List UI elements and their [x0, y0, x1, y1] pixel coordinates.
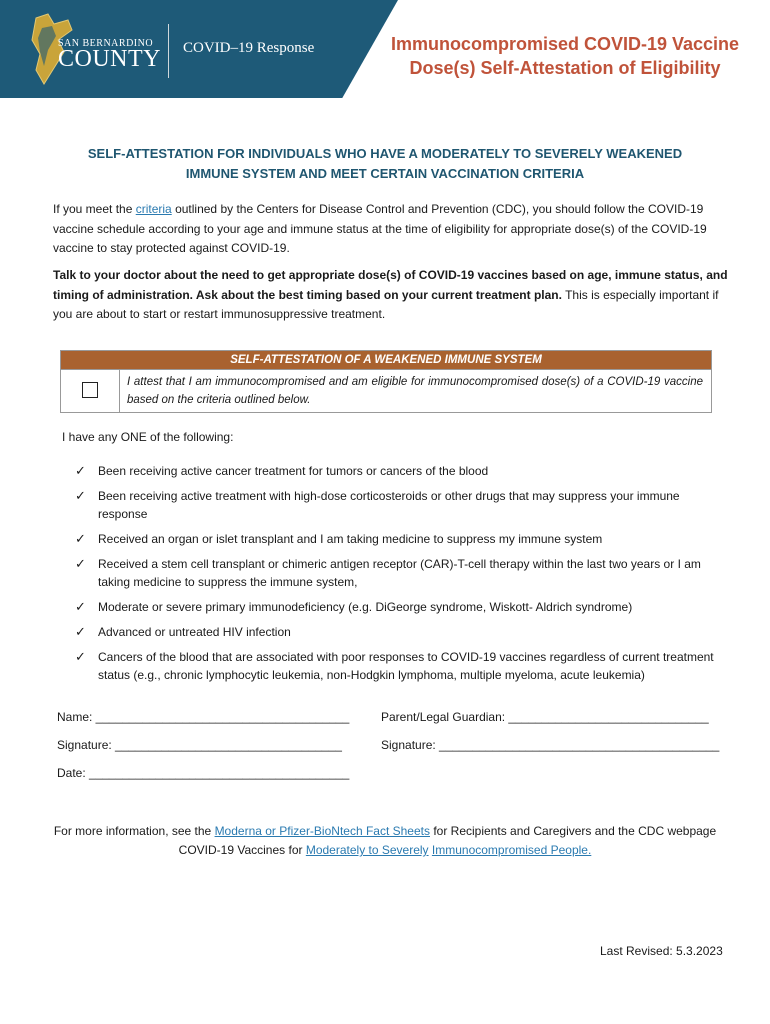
document-title: [385, 32, 745, 80]
check-icon: ✓: [75, 556, 86, 571]
signature-field[interactable]: Signature: __________________________________: [57, 738, 342, 752]
criteria-item: [75, 555, 725, 591]
logo-small-text: SAN BERNARDINO: [58, 38, 154, 49]
check-icon: ✓: [75, 531, 86, 546]
criteria-text: Received an organ or islet transplant and I am taking medicine to suppress my immune system: [98, 532, 603, 546]
attestation-statement: I attest that I am immunocompromised and am eligible for immunocompromised dose(s) of a COVID-19 vaccine based on the criteria outlined below.: [127, 376, 703, 406]
immunocompromised-link-part1[interactable]: Moderately to Severely: [305, 843, 429, 857]
logo-big-text: COUNTY: [58, 46, 161, 72]
more-info-text-2: for Recipients and Caregivers and the CDC webpage COVID-19 Vaccines for: [178, 824, 717, 857]
section-heading: [40, 144, 730, 184]
attestation-checkbox[interactable]: [82, 382, 98, 398]
advice-normal-text: This is especially important if you are about to start or restart immunosuppressive treatment.: [53, 287, 719, 321]
advice-paragraph: [53, 266, 733, 325]
criteria-text: Advanced or untreated HIV infection: [98, 625, 291, 639]
criteria-item: [75, 623, 725, 641]
page-header: [0, 0, 770, 102]
name-field[interactable]: Name: ______________________________________: [57, 710, 350, 724]
criteria-text: Cancers of the blood that are associated with poor responses to COVID-19 vaccines regardless of current treatment status (e.g., chronic lymphocytic leukemia, non-Hodgkin lymphoma, multiple myeloma, acute leukemia): [98, 650, 714, 682]
criteria-item: [75, 598, 725, 616]
criteria-link[interactable]: criteria: [135, 202, 172, 216]
criteria-text: Received a stem cell transplant or chimeric antigen receptor (CAR)-T-cell therapy within the last two years or I am taking medicine to suppress the immune system,: [98, 557, 701, 589]
intro-text-before: If you meet the: [53, 202, 136, 216]
title-line-1: Immunocompromised COVID-19 Vaccine: [390, 34, 740, 54]
check-icon: ✓: [75, 649, 86, 664]
criteria-item: [75, 648, 725, 684]
program-name: COVID–19 Response: [183, 40, 315, 56]
checkbox-cell: [61, 370, 120, 412]
attestation-heading: SELF-ATTESTATION OF A WEAKENED IMMUNE SYSTEM: [61, 351, 711, 370]
intro-text-after: outlined by the Centers for Disease Control and Prevention (CDC), you should follow the COVID-19 vaccine schedule according to your age and immune status at the time of eligibility for appropriate dose(s) of the COVID-19 vaccine to stay protected against COVID-19.: [53, 202, 707, 255]
check-icon: ✓: [75, 624, 86, 639]
more-info-text-1: For more information, see the: [53, 824, 215, 838]
check-icon: ✓: [75, 599, 86, 614]
fact-sheets-link[interactable]: Moderna or Pfizer-BioNtech Fact Sheets: [214, 824, 430, 838]
attestation-row: [61, 370, 711, 412]
criteria-item: [75, 530, 725, 548]
criteria-item: [75, 462, 725, 480]
last-revised: Last Revised: 5.3.2023: [600, 944, 723, 958]
criteria-lead: I have any ONE of the following:: [62, 430, 234, 444]
section-heading-line-1: SELF-ATTESTATION FOR INDIVIDUALS WHO HAVE A MODERATELY TO SEVERELY WEAKENED: [87, 146, 683, 161]
title-line-2: Dose(s) Self-Attestation of Eligibility: [409, 58, 721, 78]
immunocompromised-link-part2[interactable]: Immunocompromised People.: [431, 843, 592, 857]
section-heading-line-2: IMMUNE SYSTEM AND MEET CERTAIN VACCINATION CRITERIA: [185, 166, 585, 181]
criteria-text: Moderate or severe primary immunodeficiency (e.g. DiGeorge syndrome, Wiskott- Aldrich syndrome): [98, 600, 633, 614]
guardian-signature-field[interactable]: Signature: __________________________________________: [381, 738, 720, 752]
check-icon: ✓: [75, 463, 86, 478]
criteria-text: Been receiving active treatment with high-dose corticosteroids or other drugs that may suppress your immune response: [98, 489, 680, 521]
more-info-paragraph: [45, 822, 725, 860]
guardian-field[interactable]: Parent/Legal Guardian: ______________________________: [381, 710, 709, 724]
criteria-item: [75, 487, 725, 523]
attestation-table: [60, 350, 712, 413]
criteria-list: [75, 462, 725, 691]
advice-bold-text: Talk to your doctor about the need to get appropriate dose(s) of COVID-19 vaccines based on age, immune status, and timing of administration. Ask about the best timing based on your current treatment plan.: [53, 268, 728, 302]
check-icon: ✓: [75, 488, 86, 503]
intro-paragraph: [53, 200, 733, 259]
date-field[interactable]: Date: _______________________________________: [57, 766, 350, 780]
criteria-text: Been receiving active cancer treatment for tumors or cancers of the blood: [98, 464, 489, 478]
header-divider: [168, 24, 169, 78]
